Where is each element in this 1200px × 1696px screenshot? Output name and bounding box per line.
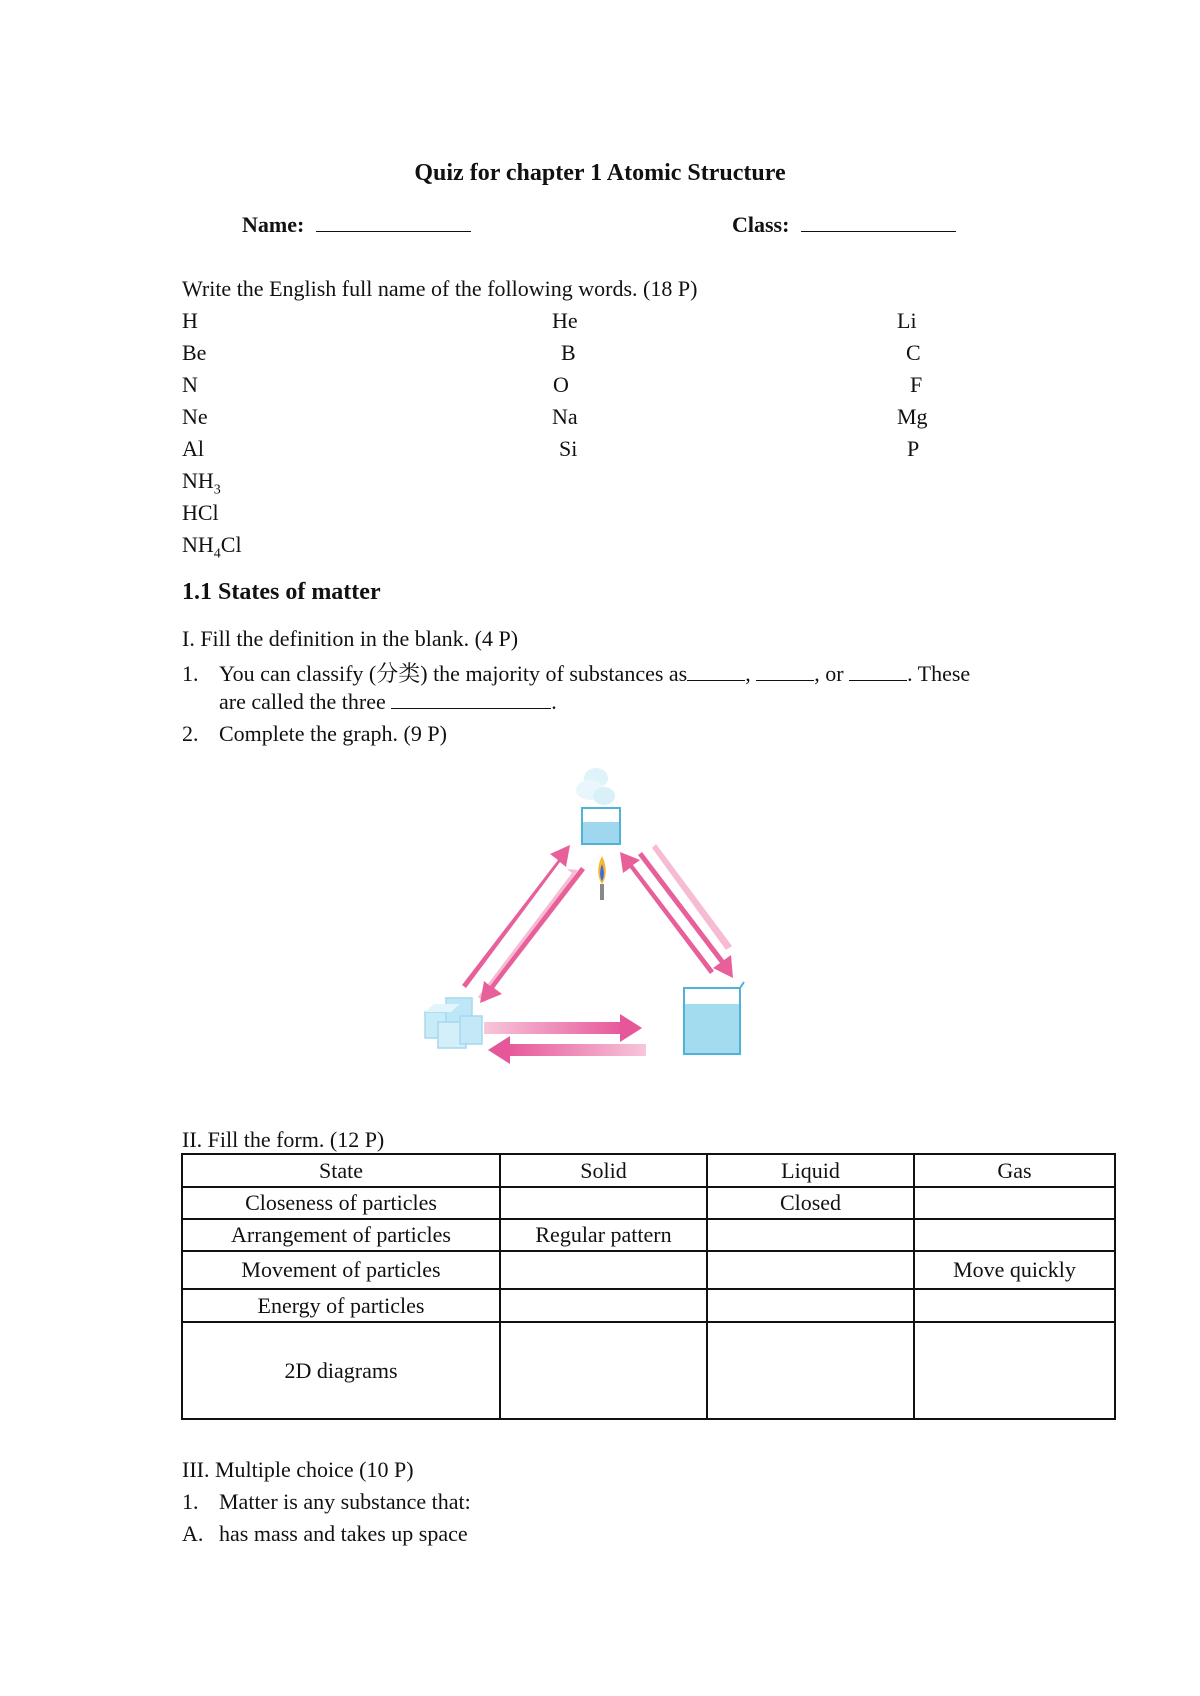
compound-nh3: $NH_3$: [182, 468, 221, 498]
arrow-solid-to-gas: [462, 845, 578, 1002]
part1-title: I. Fill the definition in the blank. (4 P): [182, 626, 519, 651]
symbol-He: He: [552, 308, 578, 333]
table-header-row: [182, 1154, 1115, 1187]
flame-icon: [598, 856, 606, 900]
table-row: [182, 1187, 1115, 1219]
states-of-matter-diagram: [420, 760, 790, 1090]
table-cell[interactable]: Move quickly: [914, 1251, 1115, 1289]
table-cell[interactable]: Regular pattern: [500, 1219, 707, 1251]
table-cell[interactable]: [707, 1219, 914, 1251]
table-header-cell: Solid: [500, 1154, 707, 1187]
part1-question-1: 1. You can classify (分类) the majority of substances as , , or . These: [182, 661, 971, 686]
table-cell[interactable]: [707, 1322, 914, 1419]
steam-icon: [576, 768, 615, 805]
class-blank[interactable]: [801, 231, 956, 232]
elements-instruction: Write the English full name of the following words. (18 P): [182, 276, 698, 301]
symbol-Na: Na: [552, 404, 578, 429]
table-cell[interactable]: [914, 1289, 1115, 1322]
symbol-Si: Si: [559, 436, 578, 461]
name-label: Name:: [242, 212, 305, 237]
q1-number: 1.: [182, 661, 199, 686]
part3-title: III. Multiple choice (10 P): [182, 1457, 414, 1482]
beaker-liquid-icon: [684, 982, 744, 1054]
table-cell[interactable]: [914, 1187, 1115, 1219]
option-a-letter: A.: [182, 1521, 204, 1546]
state-blank-2[interactable]: [756, 680, 814, 681]
table-row: [182, 1322, 1115, 1419]
compound-hcl: HCl: [182, 500, 219, 525]
symbol-N: N: [182, 372, 198, 397]
option-a[interactable]: [182, 1521, 468, 1547]
arrow-gas-to-solid: [480, 867, 585, 1003]
table-row: [182, 1251, 1115, 1289]
class-field-row: [732, 212, 956, 238]
section-heading-states: 1.1 States of matter: [182, 579, 381, 605]
table-cell[interactable]: [707, 1289, 914, 1322]
table-row-label: Movement of particles: [182, 1251, 500, 1289]
option-a-text: has mass and takes up space: [219, 1521, 468, 1546]
state-blank-1[interactable]: [687, 680, 745, 681]
part2-title: II. Fill the form. (12 P): [182, 1127, 385, 1152]
table-row-label: 2D diagrams: [182, 1322, 500, 1419]
page-title: Quiz for chapter 1 Atomic Structure: [414, 160, 786, 186]
arrow-gas-to-liquid: [638, 852, 733, 978]
beaker-gas-icon: [582, 808, 620, 844]
part1-question-2: 2. Complete the graph. (9 P): [182, 721, 447, 746]
table-row-label: Arrangement of particles: [182, 1219, 500, 1251]
table-header-cell: Liquid: [707, 1154, 914, 1187]
table-header-cell: State: [182, 1154, 500, 1187]
part3-question-1: 1. Matter is any substance that:: [182, 1489, 471, 1514]
states-form-table: [181, 1153, 1116, 1420]
table-cell[interactable]: [500, 1187, 707, 1219]
symbol-Al: Al: [182, 436, 204, 461]
symbol-Li: Li: [897, 308, 917, 333]
table-cell[interactable]: Closed: [707, 1187, 914, 1219]
symbol-Ne: Ne: [182, 404, 208, 429]
table-cell[interactable]: [500, 1289, 707, 1322]
table-cell[interactable]: [914, 1322, 1115, 1419]
table-cell[interactable]: [500, 1322, 707, 1419]
table-row: [182, 1289, 1115, 1322]
symbol-Mg: Mg: [897, 404, 928, 429]
compound-nh4cl: $NH_4Cl$: [182, 532, 242, 562]
part1-question-1-line2: are called the three .: [219, 689, 557, 714]
symbol-C: C: [906, 340, 921, 365]
name-field-row: [242, 212, 471, 238]
state-blank-3[interactable]: [849, 680, 907, 681]
class-label: Class:: [732, 212, 790, 237]
symbol-O: O: [553, 372, 569, 397]
symbol-B: B: [561, 340, 576, 365]
table-header-cell: Gas: [914, 1154, 1115, 1187]
table-row: [182, 1219, 1115, 1251]
symbol-P: P: [907, 436, 920, 461]
symbol-F: F: [910, 372, 923, 397]
table-row-label: Energy of particles: [182, 1289, 500, 1322]
name-blank[interactable]: [316, 231, 471, 232]
table-cell[interactable]: [914, 1219, 1115, 1251]
table-cell[interactable]: [500, 1251, 707, 1289]
three-states-blank[interactable]: [391, 708, 551, 709]
symbol-H: H: [182, 308, 198, 333]
table-cell[interactable]: [707, 1251, 914, 1289]
ice-cubes-icon: [425, 998, 482, 1048]
table-row-label: Closeness of particles: [182, 1187, 500, 1219]
symbol-Be: Be: [182, 340, 207, 365]
